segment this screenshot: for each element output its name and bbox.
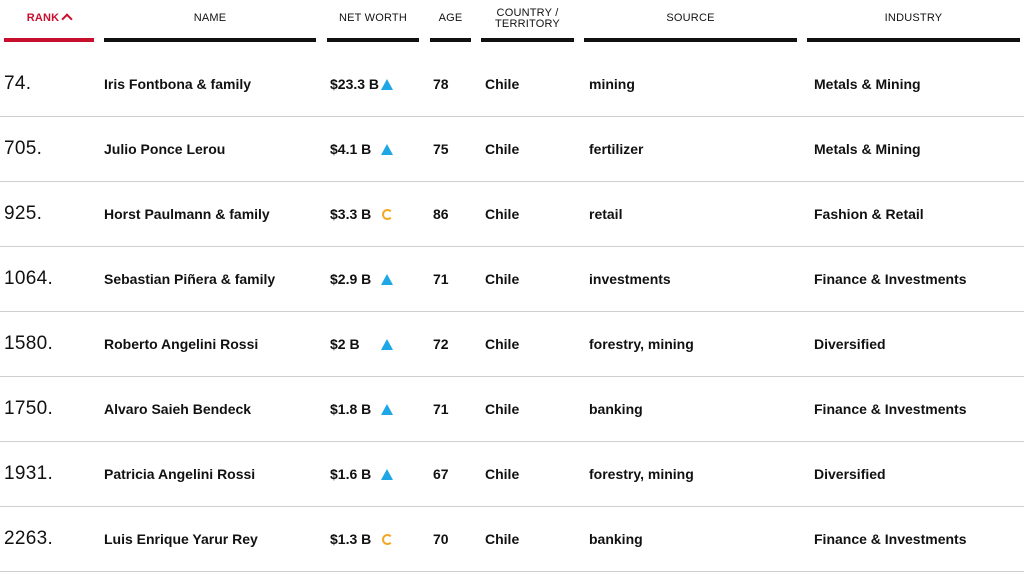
industry-cell: Finance & Investments <box>814 531 967 547</box>
header-underline <box>430 38 471 42</box>
header-underline <box>4 38 94 42</box>
age-cell: 78 <box>433 76 449 92</box>
source-cell: investments <box>589 271 671 287</box>
column-header-rank[interactable] <box>4 0 94 42</box>
industry-cell: Diversified <box>814 336 886 352</box>
country-cell: Chile <box>485 531 520 547</box>
country-cell: Chile <box>485 401 520 417</box>
net-worth-cell: $4.1 B <box>330 141 372 157</box>
age-cell: 67 <box>433 466 449 482</box>
age-cell: 71 <box>433 401 449 417</box>
header-country-label-line2: TERRITORY <box>495 18 560 30</box>
net-worth-cell: $2 B <box>330 336 360 352</box>
up-triangle-icon <box>381 144 393 155</box>
table-row[interactable] <box>0 507 1024 572</box>
header-net-worth-label: NET WORTH <box>338 12 407 24</box>
header-source-label: SOURCE <box>666 12 715 24</box>
country-cell: Chile <box>485 76 520 92</box>
name-cell[interactable]: Roberto Angelini Rossi <box>104 336 259 352</box>
table-row[interactable] <box>0 312 1024 377</box>
up-triangle-icon <box>381 274 393 285</box>
rank-cell: 705. <box>4 138 43 159</box>
industry-cell: Finance & Investments <box>814 271 967 287</box>
name-cell[interactable]: Patricia Angelini Rossi <box>104 466 256 482</box>
name-cell[interactable]: Alvaro Saieh Bendeck <box>104 401 252 417</box>
up-triangle-icon <box>381 339 393 350</box>
rank-cell: 1580. <box>4 333 54 354</box>
name-cell[interactable]: Iris Fontbona & family <box>104 76 252 92</box>
source-cell: banking <box>589 531 643 547</box>
table-row[interactable] <box>0 52 1024 117</box>
table-row[interactable] <box>0 377 1024 442</box>
source-cell: banking <box>589 401 643 417</box>
column-header-name[interactable] <box>104 0 316 42</box>
column-header-age[interactable] <box>430 0 471 42</box>
age-cell: 70 <box>433 531 449 547</box>
industry-cell: Metals & Mining <box>814 141 921 157</box>
column-header-net-worth[interactable] <box>327 0 419 42</box>
up-triangle-icon <box>381 79 393 90</box>
country-cell: Chile <box>485 141 520 157</box>
net-worth-cell: $23.3 B <box>330 76 380 92</box>
age-cell: 75 <box>433 141 449 157</box>
source-cell: forestry, mining <box>589 466 694 482</box>
age-cell: 71 <box>433 271 449 287</box>
table-row[interactable] <box>0 182 1024 247</box>
country-cell: Chile <box>485 336 520 352</box>
column-header-source[interactable] <box>584 0 797 42</box>
name-cell[interactable]: Julio Ponce Lerou <box>104 141 226 157</box>
header-industry-label: INDUSTRY <box>884 12 943 24</box>
table-row[interactable] <box>0 442 1024 507</box>
net-worth-cell: $1.3 B <box>330 531 372 547</box>
header-underline <box>104 38 316 42</box>
header-underline <box>327 38 419 42</box>
age-cell: 86 <box>433 206 449 222</box>
rank-cell: 2263. <box>4 528 54 549</box>
net-worth-cell: $2.9 B <box>330 271 372 287</box>
rank-cell: 74. <box>4 73 32 94</box>
table-row[interactable] <box>0 247 1024 312</box>
unchanged-icon <box>382 534 393 545</box>
industry-cell: Diversified <box>814 466 886 482</box>
unchanged-icon <box>382 209 393 220</box>
name-cell[interactable]: Luis Enrique Yarur Rey <box>104 531 258 547</box>
sort-ascending-icon <box>62 13 73 24</box>
column-header-country[interactable] <box>481 0 574 42</box>
up-triangle-icon <box>381 469 393 480</box>
header-underline <box>584 38 797 42</box>
header-name-label: NAME <box>193 12 227 24</box>
rank-cell: 1931. <box>4 463 54 484</box>
rank-cell: 1750. <box>4 398 54 419</box>
rank-cell: 1064. <box>4 268 54 289</box>
up-triangle-icon <box>381 404 393 415</box>
name-cell[interactable]: Sebastian Piñera & family <box>104 271 276 287</box>
header-country-label-line1: COUNTRY / <box>496 7 559 19</box>
source-cell: fertilizer <box>589 141 644 157</box>
source-cell: mining <box>589 76 635 92</box>
rank-cell: 925. <box>4 203 43 224</box>
header-age-label: AGE <box>438 12 463 24</box>
industry-cell: Metals & Mining <box>814 76 921 92</box>
age-cell: 72 <box>433 336 449 352</box>
net-worth-cell: $1.8 B <box>330 401 372 417</box>
net-worth-cell: $1.6 B <box>330 466 372 482</box>
industry-cell: Fashion & Retail <box>814 206 924 222</box>
column-header-industry[interactable] <box>807 0 1020 42</box>
name-cell[interactable]: Horst Paulmann & family <box>104 206 270 222</box>
industry-cell: Finance & Investments <box>814 401 967 417</box>
header-underline <box>481 38 574 42</box>
country-cell: Chile <box>485 206 520 222</box>
table-row[interactable] <box>0 117 1024 182</box>
source-cell: forestry, mining <box>589 336 694 352</box>
header-rank-label: RANK <box>26 12 60 24</box>
country-cell: Chile <box>485 271 520 287</box>
net-worth-cell: $3.3 B <box>330 206 372 222</box>
header-underline <box>807 38 1020 42</box>
country-cell: Chile <box>485 466 520 482</box>
source-cell: retail <box>589 206 623 222</box>
